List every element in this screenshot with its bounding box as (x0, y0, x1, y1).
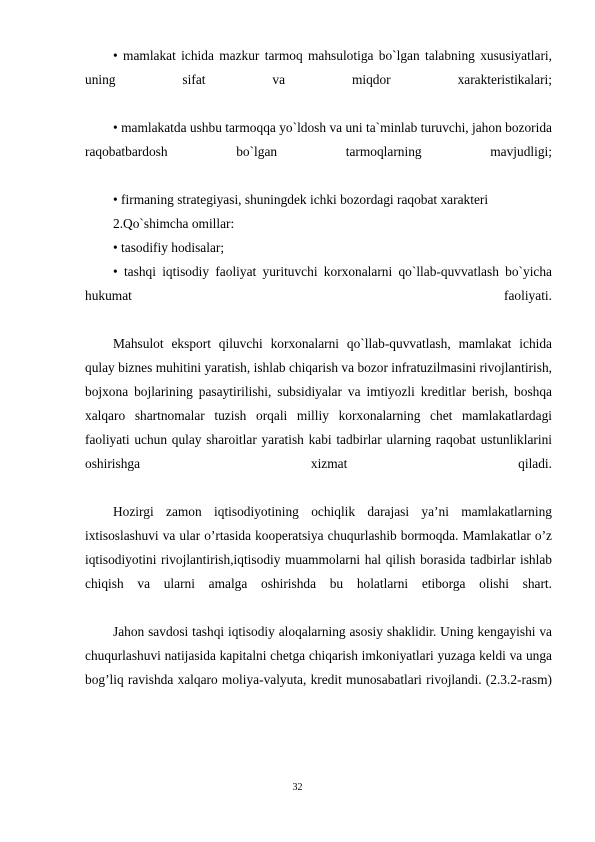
list-item (85, 260, 552, 332)
list-item (85, 236, 552, 260)
paragraph (85, 500, 552, 620)
bullet-icon: • (113, 192, 118, 207)
bullet-icon: • (113, 48, 118, 63)
list-item (85, 44, 552, 116)
paragraph-text: firmaning strategiyasi, shuningdek ichki bozordagi raqobat xarakteri (117, 192, 489, 207)
paragraph (85, 620, 552, 716)
paragraph-text: tashqi iqtisodiy faoliyat yurituvchi korxonalarni qo`llab-quvvatlash bo`yicha hukumat faoliyati. (85, 264, 552, 303)
bullet-icon: • (113, 240, 118, 255)
paragraph-text: Jahon savdosi tashqi iqtisodiy aloqalarning asosiy shaklidir. Uning kengayishi va chuqurlashuvi natijasida kapitalni chetga chiqarish imkoniyatlari yuzaga keldi va unga bog’liq ravishda xalqaro moliya-valyuta, kredit munosabatlari rivojlandi. (2.3.2-rasm) (85, 624, 552, 687)
paragraph-text: tasodifiy hodisalar; (117, 240, 225, 255)
section-heading (85, 212, 552, 236)
bullet-icon: • (113, 264, 118, 279)
bullet-icon: • (113, 120, 118, 135)
paragraph-text: Hozirgi zamon iqtisodiyotining ochiqlik darajasi ya’ni mamlakatlarning ixtisoslashuvi va ular o’rtasida kooperatsiya chuqurlashib bormoqda. Mamlakatlar o’z iqtisodiyotini rivojlantirish,iqtisodiy muammolarni hal qilish borasida tadbirlar ishlab chiqish va ularni amalga oshirishda bu holatlarni etiborga olishi shart. (85, 504, 552, 591)
paragraph-text: mamlakatda ushbu tarmoqqa yo`ldosh va uni ta`minlab turuvchi, jahon bozorida raqobatbardosh bo`lgan tarmoqlarning mavjudligi; (85, 120, 552, 159)
list-item (85, 188, 552, 212)
body-text (85, 44, 552, 716)
paragraph-text: Mahsulot eksport qiluvchi korxonalarni qo`llab-quvvatlash, mamlakat ichida qulay biznes muhitini yaratish, ishlab chiqarish va bozor infratuzilmasini rivojlantirish, bojxona bojlarining pasaytirilishi, subsidiyalar va imtiyozli kreditlar berish, boshqa xalqaro shartnomalar tuzish orqali milliy korxonalarning chet mamlakatlardagi faoliyati uchun qulay sharoitlar yaratish kabi tadbirlar ularning raqobat ustunliklarini oshirishga xizmat qiladi. (85, 336, 552, 471)
list-item (85, 116, 552, 188)
paragraph (85, 332, 552, 500)
paragraph-text: mamlakat ichida mazkur tarmoq mahsulotiga bo`lgan talabning xususiyatlari, uning sifat va miqdor xarakteristikalari; (85, 48, 552, 87)
page-number: 32 (292, 782, 303, 793)
paragraph-text: 2.Qo`shimcha omillar: (113, 216, 235, 231)
